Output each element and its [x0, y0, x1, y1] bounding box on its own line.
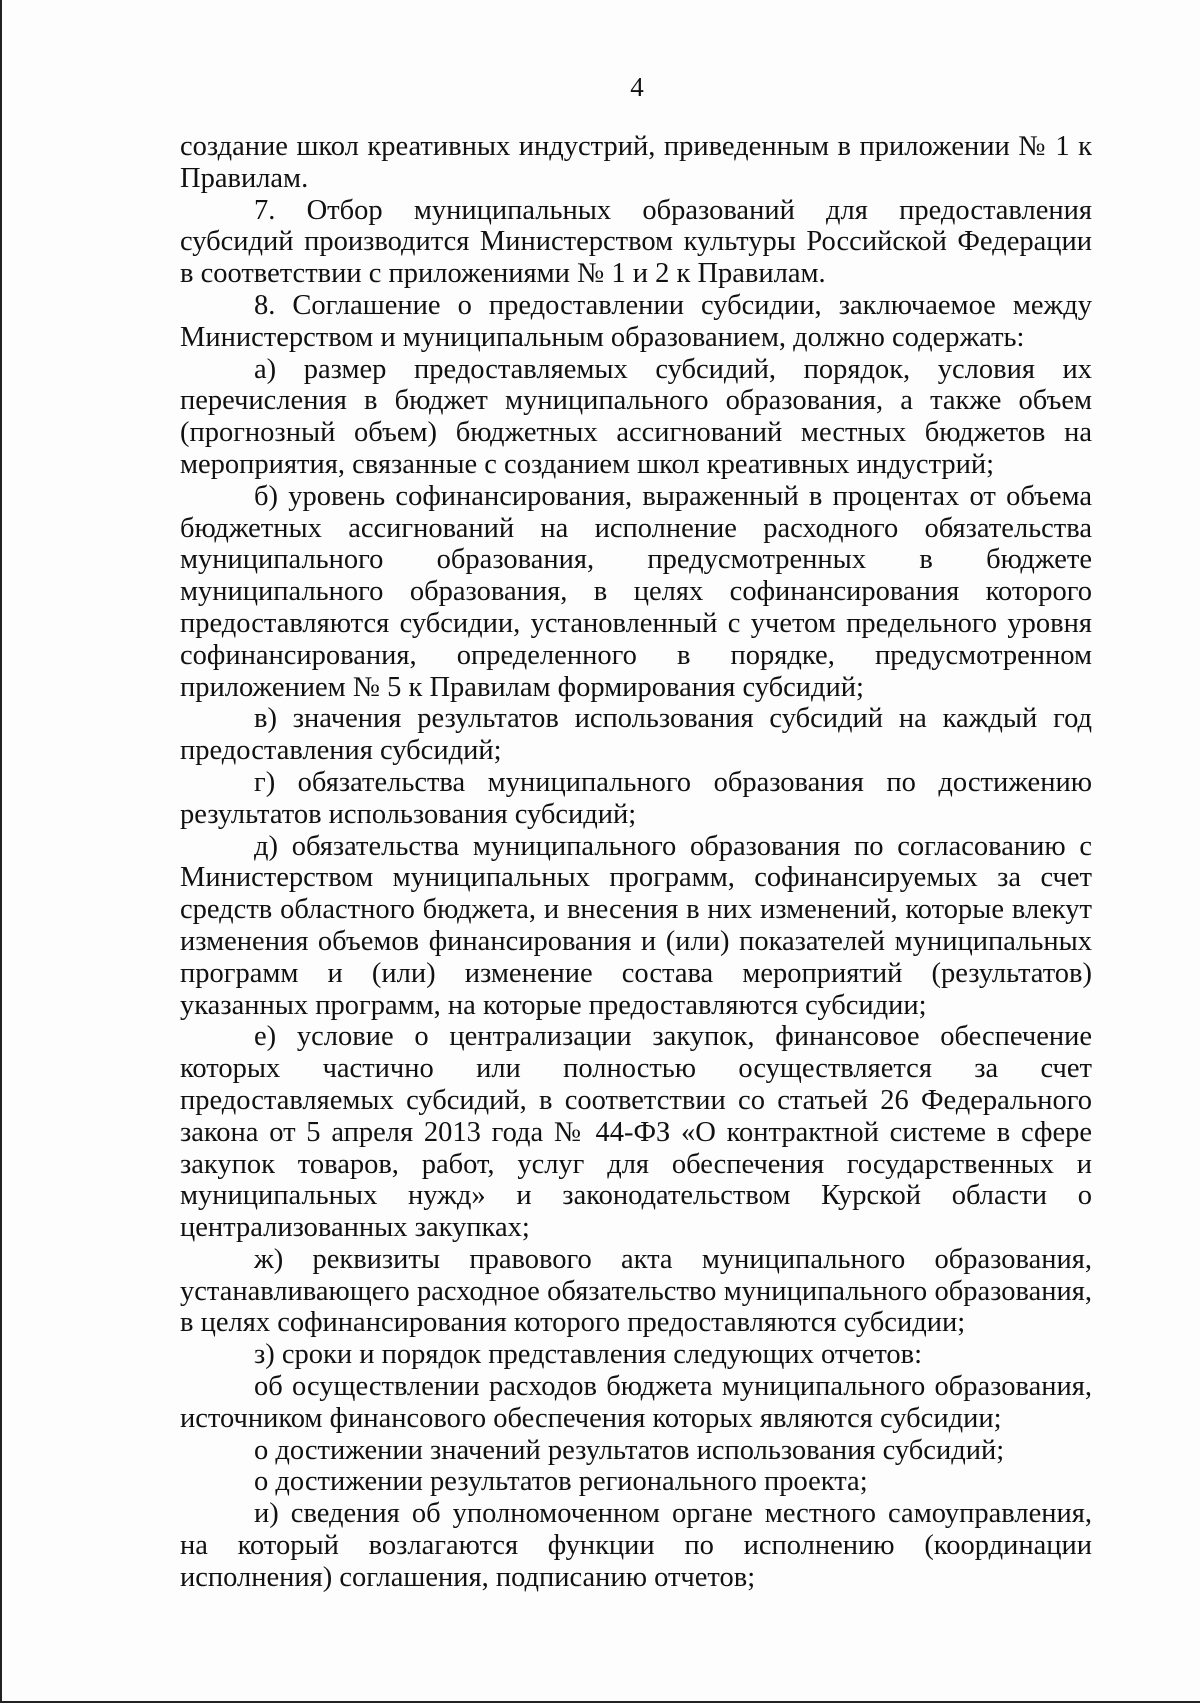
paragraph-clause-8: 8. Соглашение о предоставлении субсидии, заключаемое между Министерством и муниципальным образованием, должно содержать: [180, 289, 1092, 353]
paragraph-item-g: г) обязательства муниципального образования по достижению результатов использования субсидий; [180, 766, 1092, 830]
paragraph-report-results: о достижении значений результатов использования субсидий; [254, 1434, 1005, 1466]
paragraph-item-v: в) значения результатов использования субсидий на каждый год предоставления субсидий; [180, 703, 1092, 767]
paragraph-report-expenses: об осуществлении расходов бюджета муниципального образования, источником финансового обеспечения которых являются субсидии; [180, 1371, 1092, 1434]
paragraph-item-z: з) сроки и порядок представления следующих отчетов: [254, 1339, 923, 1371]
paragraph-item-i: и) сведения об уполномоченном органе местного самоуправления, на который возлагаются функции по исполнению (координации исполнения) соглашения, подписанию отчетов; [180, 1498, 1092, 1593]
paragraph-item-d: д) обязательства муниципального образования по согласованию с Министерством муниципальных программ, софинансируемых за счет средств областного бюджета, и внесения в них изменений, которые влекут изменения объемов финансирования и (или) показателей муниципальных программ и (или) изменение состава мероприятий (результатов) указанных программ, на которые предоставляются субсидии; [180, 830, 1092, 1021]
paragraph-item-zh: ж) реквизиты правового акта муниципального образования, устанавливающего расходное обязательство муниципального образования, в целях софинансирования которого предоставляются субсидии; [180, 1243, 1092, 1339]
paragraph-clause-7: 7. Отбор муниципальных образований для предоставления субсидий производится Министерством культуры Российской Федерации в соответствии с приложениями № 1 и 2 к Правилам. [180, 194, 1092, 290]
paragraph-item-e: е) условие о централизации закупок, финансовое обеспечение которых частично или полностью осуществляется за счет предоставляемых субсидий, в соответствии со статьей 26 Федерального закона от 5 апреля 2013 года № 44-ФЗ «О контрактной системе в сфере закупок товаров, работ, услуг для обеспечения государственных и муниципальных нужд» и законодательством Курской области о централизованных закупках; [180, 1021, 1092, 1244]
paragraph-continuation: создание школ креативных индустрий, приведенным в приложении № 1 к Правилам. [180, 131, 1092, 194]
page-number: 4 [630, 72, 644, 102]
paragraph-item-b: б) уровень софинансирования, выраженный в процентах от объема бюджетных ассигнований на исполнение расходного обязательства муниципального образования, предусмотренных в бюджете муниципального образования, в целях софинансирования которого предоставляются субсидии, установленный с учетом предельного уровня софинансирования, определенного в порядке, предусмотренном приложением № 5 к Правилам формирования субсидий; [180, 480, 1092, 703]
paragraph-item-a: а) размер предоставляемых субсидий, порядок, условия их перечисления в бюджет муниципального образования, а также объем (прогнозный объем) бюджетных ассигнований местных бюджетов на мероприятия, связанные с созданием школ креативных индустрий; [180, 353, 1092, 480]
document-body [180, 131, 1092, 1594]
paragraph-report-regional-project: о достижении результатов регионального проекта; [254, 1466, 868, 1498]
